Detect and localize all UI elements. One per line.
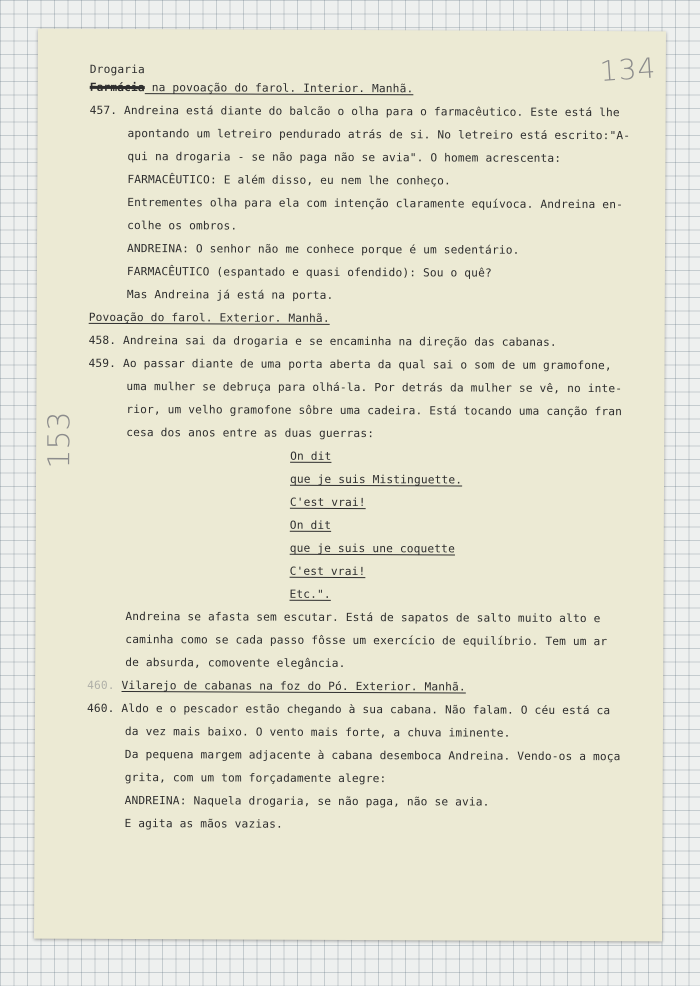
text-line: Povoação do farol. Exterior. Manhã. (88, 310, 330, 325)
text-line: de absurda, comovente elegância. (125, 656, 346, 670)
handwritten-page-number: 134 (598, 51, 657, 89)
text-line: 459. Ao passar diante de uma porta aberta da qual sai o som de um gramofone, (88, 356, 612, 373)
text-line: Entrementes olha para ela com intenção claramente equívoca. Andreina en- (127, 196, 624, 212)
text-line: 460. Vilarejo de cabanas na foz do Pó. Exterior. Manhã. (87, 678, 466, 694)
text-line: Da pequena margem adjacente à cabana desemboca Andreina. Vendo-os a moça (124, 748, 621, 764)
text-line: Etc.". (289, 587, 331, 601)
text-line: qui na drogaria - se não paga não se avia". O homem acrescenta: (127, 150, 562, 165)
typed-text-body (86, 63, 659, 837)
text-line: C'est vrai! (289, 564, 366, 579)
text-line: On dit (290, 449, 332, 463)
text-line: FARMACÊUTICO: E além disso, eu nem lhe conheço. (127, 173, 451, 188)
text-line: rior, um velho gramofone sôbre uma cadeira. Está tocando uma canção fran (126, 403, 623, 419)
text-line: grita, com um tom forçadamente alegre: (124, 771, 387, 786)
text-line: uma mulher se debruça para olhá-la. Por detrás da mulher se vê, no inte- (126, 380, 623, 396)
text-line: caminha como se cada passo fôsse um exercício de equilíbrio. Tem um ar (125, 633, 608, 649)
text-line: C'est vrai! (289, 495, 366, 510)
text-line: cesa dos anos entre as duas guerras: (126, 426, 375, 441)
text-line: Drogaria (89, 62, 145, 77)
handwritten-side-number: 153 (42, 411, 78, 469)
text-line: Mas Andreina já está na porta. (126, 288, 334, 302)
text-line: Farmácia na povoação do farol. Interior. Manhã. (89, 80, 414, 96)
typed-page (34, 29, 666, 942)
text-line: colhe os ombros. (127, 219, 238, 233)
text-line: ANDREINA: O senhor não me conhece porque é um sedentário. (127, 242, 520, 257)
text-line: da vez mais baixo. O vento mais forte, a chuva iminente. (124, 725, 511, 740)
text-line: que je suis une coquette (289, 541, 456, 556)
text-line: Andreina se afasta sem escutar. Está de sapatos de salto muito alto e (125, 610, 601, 626)
text-line: ANDREINA: Naquela drogaria, se não paga, não se avia. (124, 794, 490, 809)
text-line: 457. Andreina está diante do balcão o olha para o farmacêutico. Este está lhe (89, 103, 620, 120)
text-line: FARMACÊUTICO (espantado e quasi ofendido): Sou o quê? (126, 265, 492, 280)
text-line: 458. Andreina sai da drogaria e se encaminha na direção das cabanas. (88, 333, 557, 349)
text-line: apontando um letreiro pendurado atrás de si. No letreiro está escrito:"A- (127, 127, 631, 143)
text-line: que je suis Mistinguette. (289, 472, 463, 487)
text-line: E agita as mãos vazias. (124, 817, 283, 831)
text-line: 460. Aldo e o pescador estão chegando à sua cabana. Não falam. O céu está ca (86, 701, 611, 718)
text-line: On dit (289, 518, 332, 532)
